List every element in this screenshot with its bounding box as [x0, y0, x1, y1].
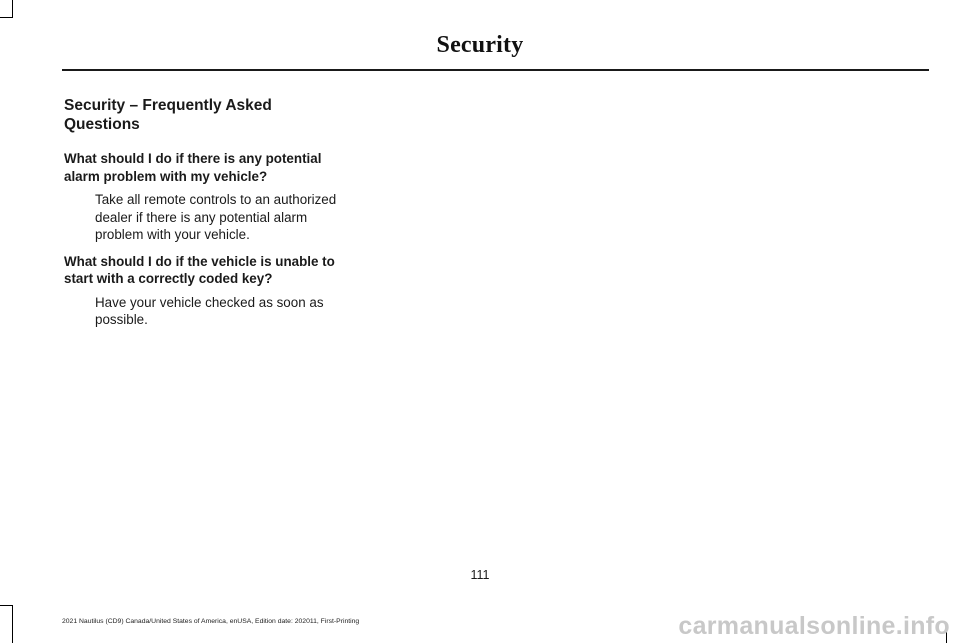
watermark: carmanualsonline.info [678, 612, 950, 640]
header-rule [62, 69, 929, 71]
section-title: Security – Frequently Asked Questions [64, 97, 272, 133]
crop-mark-top-left-horizontal [0, 17, 13, 18]
faq-answer-2: Have your vehicle checked as soon as possible. [95, 294, 324, 327]
footer-edition-info: 2021 Nautilus (CD9) Canada/United States of America, enUSA, Edition date: 202011, First-Printing [62, 618, 360, 625]
crop-mark-bottom-left-vertical [12, 605, 13, 643]
crop-mark-top-left-vertical [12, 0, 13, 18]
faq-answer-1: Take all remote controls to an authorized dealer if there is any potential alarm problem with your vehicle. [95, 192, 337, 242]
page-number: 111 [470, 568, 490, 582]
faq-question-2: What should I do if the vehicle is unable to start with a correctly coded key? [64, 253, 335, 286]
crop-mark-bottom-left-horizontal [0, 605, 13, 606]
page-header-title: Security [436, 32, 524, 58]
faq-question-1: What should I do if there is any potential alarm problem with my vehicle? [64, 151, 322, 184]
faq-section [64, 96, 344, 338]
